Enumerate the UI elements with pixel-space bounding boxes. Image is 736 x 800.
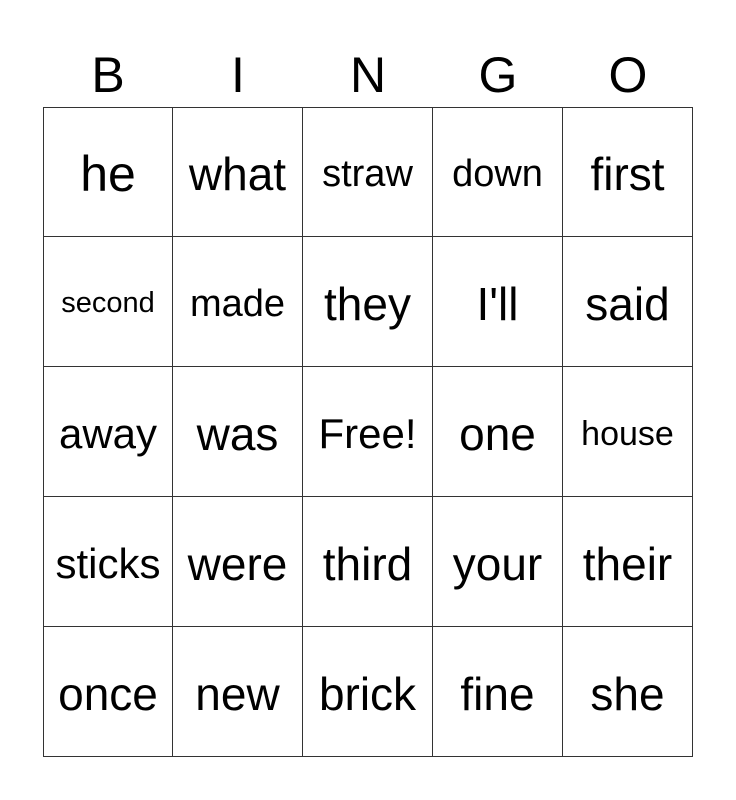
bingo-cell[interactable]: once <box>43 627 173 757</box>
bingo-cell[interactable]: straw <box>303 107 433 237</box>
bingo-cell[interactable]: sticks <box>43 497 173 627</box>
header-letter-g: G <box>478 47 518 103</box>
bingo-cell[interactable]: he <box>43 107 173 237</box>
bingo-cell[interactable]: were <box>173 497 303 627</box>
bingo-cell[interactable]: brick <box>303 627 433 757</box>
bingo-cell[interactable]: fine <box>433 627 563 757</box>
header-letter-n: N <box>349 47 387 103</box>
bingo-cell[interactable]: second <box>43 237 173 367</box>
bingo-cell[interactable]: I'll <box>433 237 563 367</box>
bingo-cell[interactable]: away <box>43 367 173 497</box>
free-space-cell[interactable]: Free! <box>303 367 433 497</box>
bingo-cell[interactable]: what <box>173 107 303 237</box>
bingo-cell[interactable]: third <box>303 497 433 627</box>
bingo-cell[interactable]: she <box>563 627 693 757</box>
bingo-cell[interactable]: new <box>173 627 303 757</box>
bingo-cell[interactable]: their <box>563 497 693 627</box>
bingo-cell[interactable]: first <box>563 107 693 237</box>
header-letter-b: B <box>91 47 125 103</box>
bingo-cell[interactable]: one <box>433 367 563 497</box>
bingo-cell[interactable]: was <box>173 367 303 497</box>
bingo-board <box>43 107 693 757</box>
header-letter-o: O <box>608 47 648 103</box>
bingo-cell[interactable]: down <box>433 107 563 237</box>
bingo-cell[interactable]: your <box>433 497 563 627</box>
header-letter-i: I <box>231 47 245 103</box>
bingo-cell[interactable]: said <box>563 237 693 367</box>
bingo-cell[interactable]: they <box>303 237 433 367</box>
bingo-cell[interactable]: made <box>173 237 303 367</box>
bingo-header <box>43 44 693 106</box>
bingo-cell[interactable]: house <box>563 367 693 497</box>
